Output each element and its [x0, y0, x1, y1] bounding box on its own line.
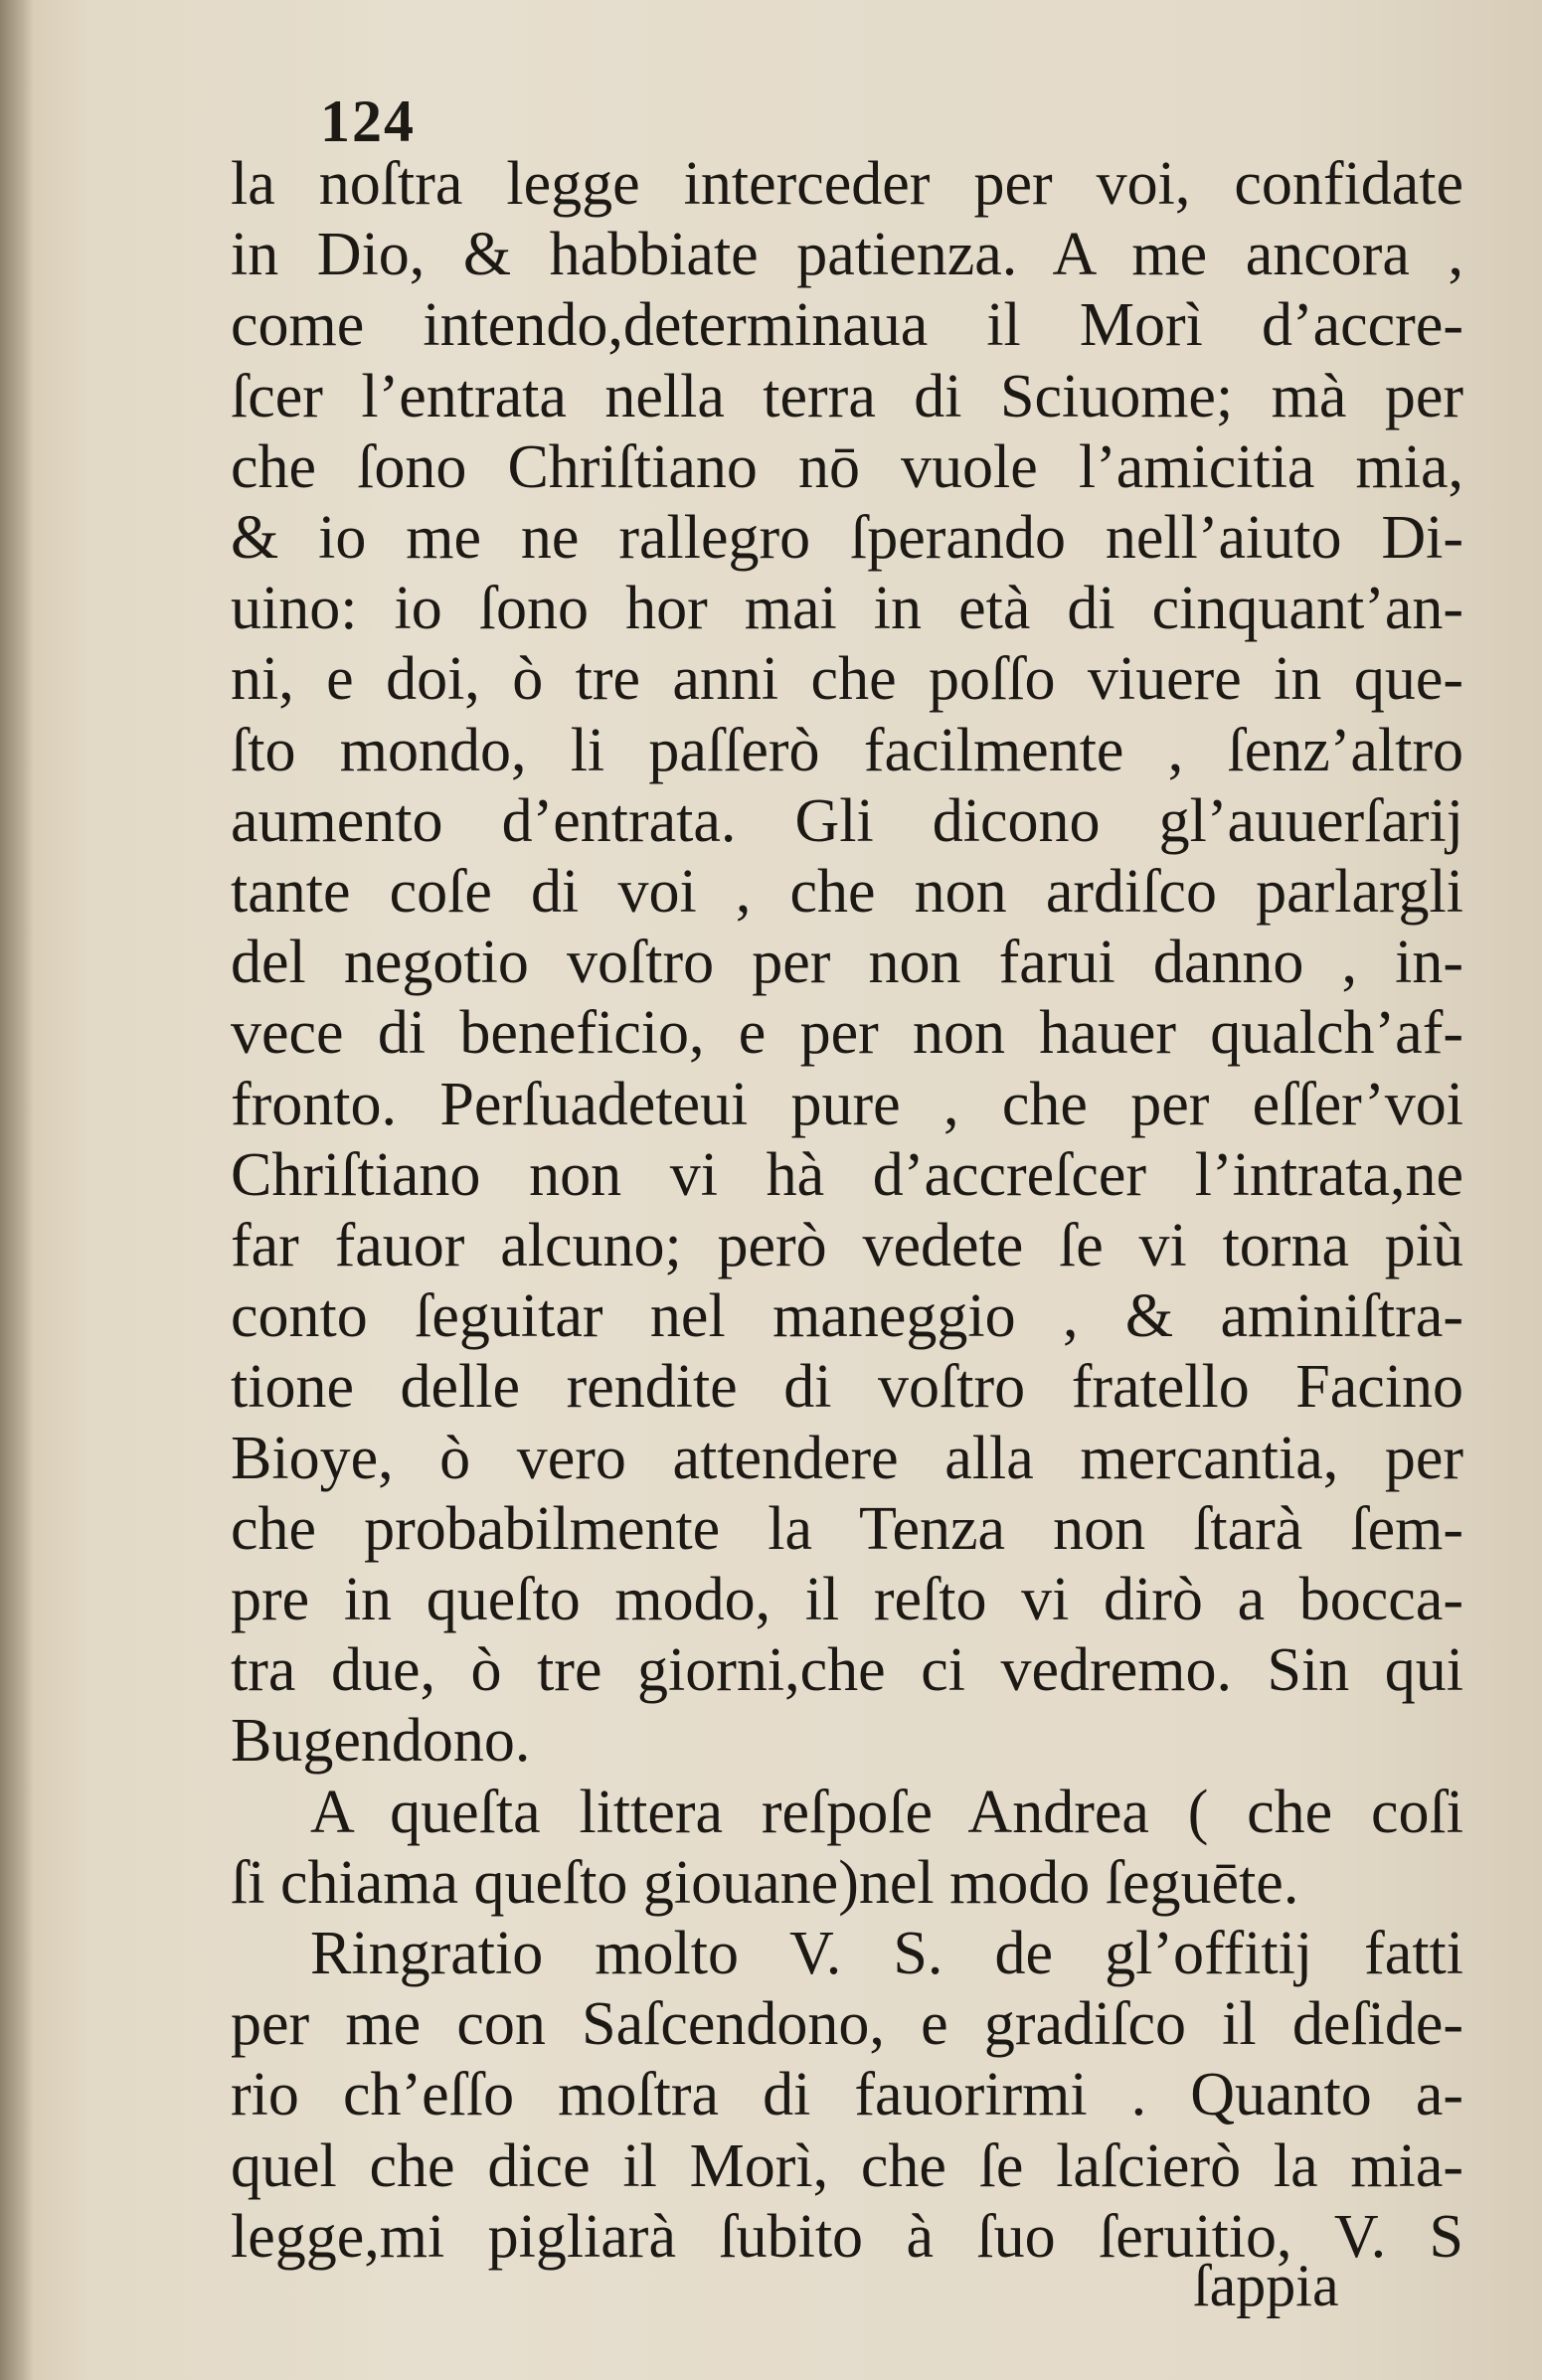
text-line: A queſta littera reſpoſe Andrea ( che coſi	[310, 1778, 1463, 1846]
text-line: ſto mondo, li paſſerò facilmente , ſenz’altro	[231, 716, 1463, 784]
text-line: tante coſe di voi , che non ardiſco parlargli	[231, 858, 1463, 927]
text-line: che probabilmente la Tenza non ſtarà ſem-	[231, 1494, 1463, 1563]
text-line: come intendo,determinaua il Morì d’accre-	[231, 291, 1463, 360]
text-line: per me con Saſcendono, e gradiſco il deſide-	[231, 1990, 1463, 2059]
text-line: aumento d’entrata. Gli dicono gl’auuerſarij	[231, 786, 1463, 855]
text-line: ſcer l’entrata nella terra di Sciuome; mà per	[231, 362, 1463, 430]
text-line: ſi chiama queſto giouane)nel modo ſeguēte.	[231, 1848, 1299, 1917]
text-line: Bugendono.	[231, 1707, 531, 1776]
text-line: rio ch’eſſo moſtra di fauorirmi . Quanto a-	[231, 2061, 1463, 2129]
text-line: vece di beneficio, e per non hauer qualch’af-	[231, 999, 1463, 1068]
text-line: del negotio voſtro per non farui danno , in-	[231, 929, 1463, 997]
text-line: in Dio, & habbiate patienza. A me ancora ,	[231, 221, 1463, 289]
text-line: Chriſtiano non vi hà d’accreſcer l’intrata,ne	[231, 1140, 1463, 1209]
text-line: quel che dice il Morì, che ſe laſcierò la mia-	[231, 2131, 1463, 2200]
text-line: la noſtra legge interceder per voi, confidate	[231, 150, 1463, 218]
text-line: & io me ne rallegro ſperando nell’aiuto Di-	[231, 504, 1463, 573]
text-line: legge,mi pigliarà ſubito à ſuo ſeruitio, V. S	[231, 2202, 1463, 2271]
page-number: 124	[320, 88, 416, 154]
text-line: pre in queſto modo, il reſto vi dirò a bocca-	[231, 1566, 1463, 1634]
text-line: tione delle rendite di voſtro fratello Facino	[231, 1353, 1463, 1422]
text-line: far fauor alcuno; però vedete ſe vi torna più	[231, 1212, 1463, 1280]
page-gutter-shadow	[0, 0, 34, 2380]
text-line: conto ſeguitar nel maneggio , & aminiſtra-	[231, 1282, 1463, 1351]
text-line: uino: io ſono hor mai in età di cinquant’an-	[231, 575, 1463, 643]
text-line: ni, e doi, ò tre anni che poſſo viuere in que-	[231, 645, 1463, 714]
text-line: fronto. Perſuadeteui pure , che per eſſer’voi	[231, 1070, 1463, 1138]
body-text	[231, 149, 1463, 2273]
text-line: Bioye, ò vero attendere alla mercantia, per	[231, 1424, 1463, 1492]
text-line: Ringratio molto V. S. de gl’offitij fatti	[310, 1920, 1463, 1988]
catchword: ſappia	[1193, 2253, 1339, 2318]
text-line: che ſono Chriſtiano nō vuole l’amicitia mia,	[231, 432, 1463, 501]
text-line: tra due, ò tre giorni,che ci vedremo. Sin qui	[231, 1636, 1463, 1705]
